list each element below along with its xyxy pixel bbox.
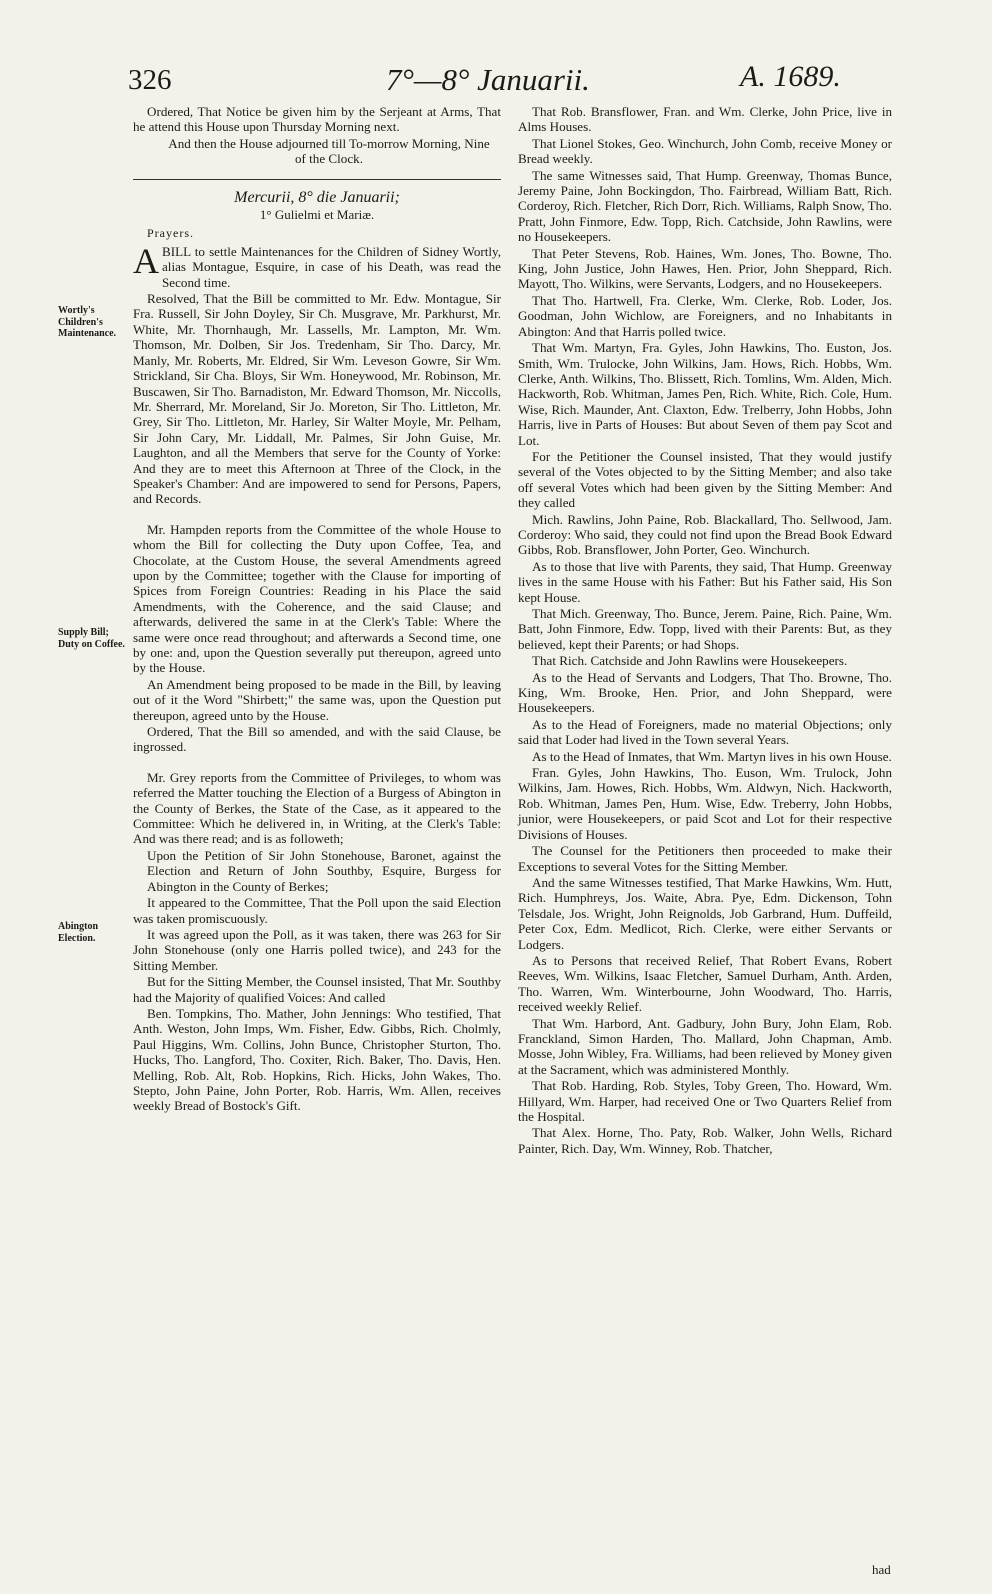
paragraph: That Wm. Martyn, Fra. Gyles, John Hawkins, Tho. Euston, Jos. Smith, Wm. Trulocke, John Wilkins, Jam. Hows, Rich. Hobbs, Wm. Clerke, Anth. Wilkins, Tho. Blissett, Rich. Tomlins, Wm. Alden, Mich. Hackworth, Rob. Whitman, James Pen, Rich. White, Rich. Cole, Hum. Wise, Rich. Maunder, Ant. Claxton, Edw. Trelberry, John Hobbs, John Harris, live in Parts of Houses: But about Seven of them pay Scot and Lot. <box>518 340 892 448</box>
paragraph: That Tho. Hartwell, Fra. Clerke, Wm. Clerke, Rob. Loder, Jos. Goodman, John Wichlow, are Foreigners, and no Inhabitants in Abington: And that Harris polled twice. <box>518 292 892 339</box>
paragraph-text: BILL to settle Maintenances for the Children of Sidney Wortly, alias Montague, Esquire, in case of his Death, was read the Second time. <box>162 243 501 290</box>
paragraph-wortly-bill <box>133 240 501 290</box>
day-title: Mercurii, 8° die Januarii; <box>234 188 400 206</box>
paragraph: That Alex. Horne, Tho. Paty, Rob. Walker, John Wells, Richard Painter, Rich. Day, Wm. Winney, Rob. Thatcher, <box>518 1125 892 1156</box>
section-rule <box>133 179 501 180</box>
paragraph-ordered: Ordered, That the Bill so amended, and with the said Clause, be ingrossed. <box>133 724 501 755</box>
paragraph: That Wm. Harbord, Ant. Gadbury, John Bury, John Elam, Rob. Franckland, Simon Harden, Tho. Mallard, John Chapman, Amb. Mosse, John Wibley, Fra. Williams, had been relieved by Money given at the Sacrament, which was administered Monthly. <box>518 1015 892 1077</box>
right-column <box>518 104 892 1157</box>
header-year: A. 1689. <box>740 60 841 93</box>
margin-note-wortly: Wortly's Children's Maintenance. <box>58 305 117 339</box>
paragraph: That Peter Stevens, Rob. Haines, Wm. Jones, Tho. Bowne, Tho. King, John Justice, John Hawes, Hen. Prior, John Sheppard, Rich. Mayott, Tho. Wilkins, were Servants, Lodgers, and no Housekeepers. <box>518 245 892 292</box>
paragraph: The Counsel for the Petitioners then proceeded to make their Exceptions to several Votes for the Sitting Member. <box>518 843 892 874</box>
paragraph-amendment: An Amendment being proposed to be made in the Bill, by leaving out of it the Word "Shirbett;" the same was, upon the Question put thereupon, agreed unto by the House. <box>133 676 501 723</box>
paragraph: As to the Head of Foreigners, made no material Objections; only said that Loder had lived in the Town several Years. <box>518 716 892 748</box>
paragraph: And the same Witnesses testified, That Marke Hawkins, Wm. Hutt, Rich. Humphreys, Jos. Waite, Abra. Pye, Edm. Dickenson, Tohn Telsdale, Jos. Wright, John Reignolds, Job Garbrand, Hum. Duffeild, Peter Cox, Edm. Medlicot, Rich. Clerke, were either Servants or Lodgers. <box>518 874 892 952</box>
paragraph: As to the Head of Inmates, that Wm. Martyn lives in his own House. <box>532 748 892 764</box>
paragraph: It appeared to the Committee, That the Poll upon the said Election was taken promiscuously. <box>133 895 501 926</box>
paragraph: It was agreed upon the Poll, as it was taken, there was 263 for Sir John Stonehouse (only one Harris polled twice), and 243 for the Sitting Member. <box>133 926 501 973</box>
paragraph: As to the Head of Servants and Lodgers, That Tho. Browne, Tho. King, Wm. Brooke, Hen. Prior, and John Sheppard, were Housekeepers. <box>518 669 892 716</box>
paragraph: The same Witnesses said, That Hump. Greenway, Thomas Bunce, Jeremy Paine, John Bockingdon, Tho. Fairbread, William Batt, Rich. Corderoy, Rich. Fletcher, Rich Dorr, Rich. Williams, Ralph Snow, Tho. Pratt, John Finmore, Edw. Topp, Rich. Catchside, John Rawlins, were no Housekeepers. <box>518 167 892 245</box>
paragraph: That Mich. Greenway, Tho. Bunce, Jerem. Paine, Rich. Paine, Wm. Batt, John Finmore, Edw. Topp, lived with their Parents: But, as they believed, kept their Parents; or had Shops. <box>518 606 892 652</box>
page-header <box>0 56 992 102</box>
adjournment: And then the House adjourned till To-morrow Morning, Nine of the Clock. <box>168 135 490 167</box>
paragraph: Ben. Tompkins, Tho. Mather, John Jennings: Who testified, That Anth. Weston, John Imps, Wm. Fisher, Edw. Gibbs, Rich. Cholmly, Paul Higgins, Wm. Collins, John Bunce, Christopher Sturton, Tho. Hucks, Tho. Langford, Tho. Coxiter, Rich. Baker, Tho. Davis, Hen. Melling, Rob. Alt, Rob. Hopkins, Rich. Hicks, John Wakes, Tho. Stepto, John Paine, John Porter, Rob. Harris, Wm. Allen, receives weekly Bread of Bostock's Gift. <box>133 1005 501 1114</box>
left-column <box>133 104 501 1115</box>
catchword: had <box>872 1562 891 1577</box>
paragraph-hampden: Mr. Hampden reports from the Committee of the whole House to whom the Bill for collecting the Duty upon Coffee, Tea, and Chocolate, at the Custom House, the several Amendments agreed upon by the Committee; together with the Clause for importing of Spices from Foreign Countries: Reading in his Place the said Amendments, with the Coherence, and the said Clause; and afterwards, delivered the same in at the Clerk's Table: Where the same were once read throughout; and afterwards a Second time, one by one: and, upon the Question severally put thereupon, agreed unto by the House. <box>133 521 501 676</box>
prayers-heading: Prayers. <box>147 226 194 241</box>
header-date: 7°—8° Januarii. <box>386 62 590 97</box>
day-subtitle: 1° Gulielmi et Mariæ. <box>259 207 375 223</box>
paragraph: That Rob. Harding, Rob. Styles, Toby Green, Tho. Howard, Wm. Hillyard, Wm. Harper, had received One or Two Quarters Relief from the Hospital. <box>518 1078 892 1124</box>
paragraph: As to those that live with Parents, they said, That Hump. Greenway lives in the same House with his Father: But his Father said, His Son kept House. <box>518 558 892 605</box>
page-number: 326 <box>128 64 172 96</box>
paragraph-resolved: Resolved, That the Bill be committed to Mr. Edw. Montague, Sir Fra. Russell, Sir John Doyley, Sir Ch. Musgrave, Mr. Parkhurst, Mr. White, Mr. Thornhaugh, Mr. Lassells, Mr. Lampton, Mr. Wm. Thomson, Mr. Dolben, Sir Jos. Tredenham, Sir Tho. Darcy, Mr. Manly, Mr. Roberts, Mr. Eldred, Sir Wm. Leveson Gowre, Sir Wm. Strickland, Sir Cha. Bloys, Sir Wm. Honeywood, Mr. Robinson, Mr. Buscawen, Sir Tho. Barnadiston, Mr. Edward Thomson, Mr. Niccolls, Mr. Sherrard, Mr. Moreland, Sir Jo. Moreton, Sir Tho. Littleton, Mr. Grey, Sir Tho. Littleton, Mr. Harley, Sir Walter Moyle, Mr. Pelham, Sir John Cary, Mr. Liddall, Mr. Palmes, Sir John Guise, Mr. Laughton, and all the Members that serve for the County of Yorke: And they are to meet this Afternoon at Three of the Clock, in the Speaker's Chamber: And are impowered to send for Persons, Papers, and Records. <box>133 291 501 507</box>
paragraph: Mich. Rawlins, John Paine, Rob. Blackallard, Tho. Sellwood, Jam. Corderoy: Who said, they could not find upon the Bread Book Edward Gibbs, Rob. Bransflower, John Porter, Geo. Winchurch. <box>518 511 892 558</box>
paragraph: Fran. Gyles, John Hawkins, Tho. Euson, Wm. Trulock, John Wilkins, Jam. Howes, Rich. Hobbs, Wm. Aldwyn, Nich. Hackworth, Rob. Whitman, James Pen, Hum. Wise, Edw. Treberry, John Hobbs, junior, were Housekeepers, or paid Scot and Lot for their respective Divisions of Houses. <box>518 765 892 842</box>
paragraph: As to Persons that received Relief, That Robert Evans, Robert Reeves, Wm. Wilkins, Isaac Fletcher, Samuel Durham, Anth. Arden, Tho. Warren, Wm. Winterbourne, John Woodward, Tho. Harris, received weekly Relief. <box>518 952 892 1015</box>
spacer <box>133 508 501 522</box>
paragraph: That Rich. Catchside and John Rawlins were Housekeepers. <box>532 653 848 669</box>
paragraph: But for the Sitting Member, the Counsel insisted, That Mr. Southby had the Majority of qualified Voices: And called <box>133 974 501 1005</box>
spacer <box>133 756 501 770</box>
paragraph: That Lionel Stokes, Geo. Winchurch, John Comb, receive Money or Bread weekly. <box>518 135 892 167</box>
paragraph: That Rob. Bransflower, Fran. and Wm. Clerke, John Price, live in Alms Houses. <box>518 104 892 135</box>
paragraph: For the Petitioner the Counsel insisted, That they would justify several of the Votes objected to by the Sitting Member; and also take off several Votes which had been given by the Sitting Member: And they called <box>518 448 892 511</box>
paragraph: Ordered, That Notice be given him by the Serjeant at Arms, That he attend this House upon Thursday Morning next. <box>133 104 501 135</box>
drop-cap: A <box>133 240 159 281</box>
paragraph-grey: Mr. Grey reports from the Committee of Privileges, to whom was referred the Matter touching the Election of a Burgess of Abington in the County of Berkes, the State of the Case, as it appeared to the Committee: Which he delivered in, in Writing, at the Clerk's Table: And was there read; and is as followeth; <box>133 769 501 847</box>
margin-note-supply-bill: Supply Bill; Duty on Coffee. <box>58 627 125 650</box>
margin-note-abington: Abington Election. <box>58 921 99 944</box>
paragraph-petition: Upon the Petition of Sir John Stonehouse, Baronet, against the Election and Return of John Southby, Esquire, Burgess for Abington in the County of Berkes; <box>147 847 501 894</box>
